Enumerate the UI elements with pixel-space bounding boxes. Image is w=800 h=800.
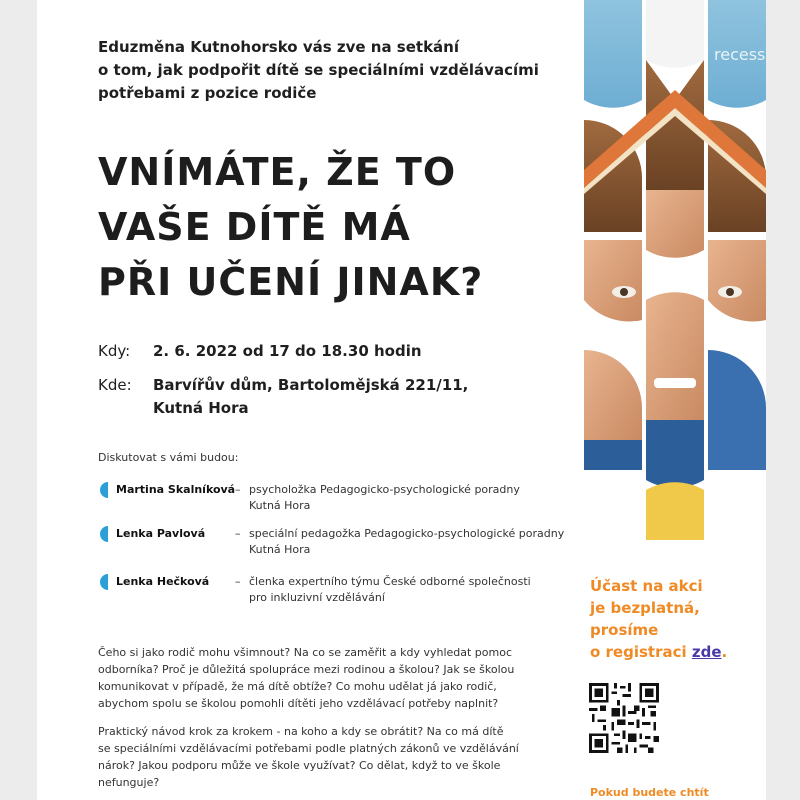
speaker-role (249, 574, 589, 606)
promo-line-2: je bezplatná, (590, 599, 700, 617)
promo-line-4-suffix: . (721, 643, 728, 661)
registration-link[interactable]: zde (691, 643, 722, 661)
chalk-text: recess (714, 45, 766, 64)
half-circle-bullet-icon (98, 526, 108, 542)
where-label: Kde: (98, 376, 132, 394)
intro-line-2: o tom, jak podpořit dítě se speciálními vzdělávacími (98, 61, 539, 79)
intro-line-1: Eduzměna Kutnohorsko vás zve na setkání (98, 38, 459, 56)
paragraph-line: Praktický návod krok za krokem - na koho a kdy se obrátit? Na co má dítě (98, 725, 504, 738)
event-when (98, 340, 422, 363)
when-label: Kdy: (98, 342, 131, 360)
paragraph-line: komunikovat v případě, že má dítě obtíže? Co mohu udělat já jako rodič, (98, 680, 497, 693)
body-paragraph-2 (98, 723, 558, 791)
footer-note: Pokud budete chtít (590, 786, 709, 799)
half-circle-bullet-icon (98, 482, 108, 498)
half-circle-bullet-icon (98, 574, 108, 590)
qr-code[interactable] (589, 683, 659, 753)
speaker-role-line-1: členka expertního týmu České odborné společnosti (249, 575, 531, 588)
paragraph-line: se speciálními vzdělávacími potřebami podle platných zákonů ve vzdělávání (98, 742, 519, 755)
headline-line-1: VNÍMÁTE, ŽE TO (98, 150, 457, 194)
intro-text (98, 36, 568, 105)
speaker-dash: – (235, 575, 241, 588)
where-line-2: Kutná Hora (153, 399, 249, 417)
panel-title: Diskutovat s vámi budou: (98, 451, 239, 464)
speaker-name: Martina Skalníková (116, 483, 236, 496)
speaker-name: Lenka Pavlová (116, 527, 206, 540)
paragraph-line: nefunguje? (98, 776, 160, 789)
speaker-name: Lenka Hečková (116, 575, 210, 588)
speaker-dash: – (235, 483, 241, 496)
speaker-role-line-2: pro inkluzivní vzdělávání (249, 591, 385, 604)
paragraph-line: abychom spolu se školou pomohli dítěti jeho vzdělávací potřeby naplnit? (98, 697, 499, 710)
promo-line-4-prefix: o registraci (590, 643, 692, 661)
body-paragraph-1 (98, 644, 558, 712)
promo-line-3: prosíme (590, 621, 659, 639)
headline-line-3: PŘI UČENÍ JINAK? (98, 260, 484, 304)
speaker-role (249, 482, 589, 514)
promo-line-4 (590, 641, 760, 663)
registration-promo (590, 575, 760, 663)
event-where (98, 374, 468, 420)
speaker-role-line-2: Kutná Hora (249, 499, 311, 512)
headline-line-2: VAŠE DÍTĚ MÁ (98, 205, 411, 249)
when-value: 2. 6. 2022 od 17 do 18.30 hodin (153, 342, 422, 360)
speaker-role (249, 526, 589, 558)
where-line-1: Barvířův dům, Bartolomějská 221/11, (153, 376, 469, 394)
paragraph-line: nárok? Jakou podporu může ve škole využívat? Co dělat, když to ve škole (98, 759, 501, 772)
invitation-page (37, 0, 766, 800)
paragraph-line: Čeho si jako rodič mohu všimnout? Na co se zaměřit a kdy vyhledat pomoc (98, 646, 513, 659)
speaker-role-line-1: speciální pedagožka Pedagogicko-psychologické poradny (249, 527, 565, 540)
where-value (153, 374, 468, 420)
intro-line-3: potřebami z pozice rodiče (98, 84, 317, 102)
child-photo-collage (584, 0, 766, 540)
headline (98, 145, 578, 310)
speaker-dash: – (235, 527, 241, 540)
promo-line-1: Účast na akci (590, 577, 703, 595)
paragraph-line: odborníka? Proč je důležitá spolupráce mezi rodinou a školou? Jak se školou (98, 663, 515, 676)
speaker-role-line-2: Kutná Hora (249, 543, 311, 556)
speaker-role-line-1: psycholožka Pedagogicko-psychologické poradny (249, 483, 520, 496)
